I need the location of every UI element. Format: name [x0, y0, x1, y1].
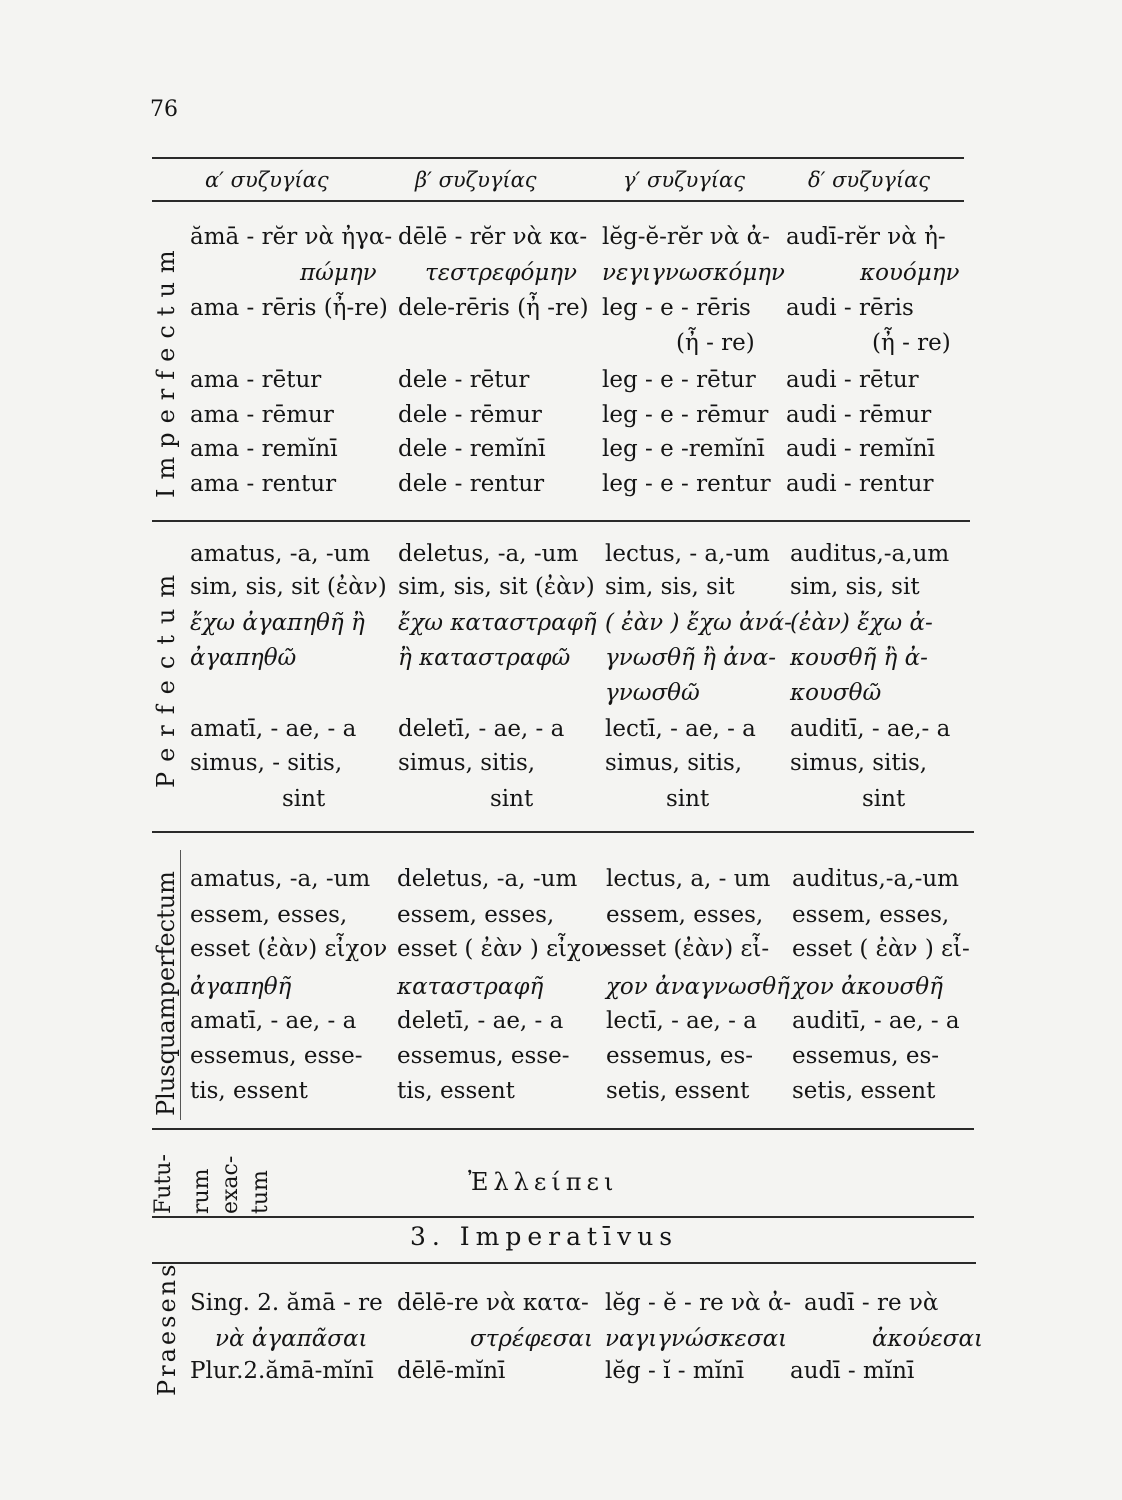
cell: ἢ καταστραφῶ — [398, 645, 571, 671]
rule-after-imperativus-title — [152, 1262, 976, 1264]
cell: amatī, - ae, - a — [190, 716, 357, 742]
cell: setis, essent — [606, 1078, 750, 1104]
cell: dele - rentur — [398, 471, 545, 497]
cell: esset (ἐὰν) εἶ- — [606, 936, 770, 962]
cell: leg - e - rēmur — [602, 402, 769, 428]
cell: χον ἀκουσθῆ — [792, 974, 943, 1000]
cell: amatus, -a, -um — [190, 541, 371, 567]
section-label-plusquamperfectum: Plusquamperfectum — [152, 871, 180, 1116]
cell: νὰ ἀγαπᾶσαι — [215, 1326, 368, 1352]
futurum-label-line-2: rum — [189, 1168, 214, 1214]
cell: sim, sis, sit — [605, 574, 735, 600]
cell: audī - re νὰ — [804, 1290, 939, 1316]
cell: ἀγαπηθῶ — [190, 645, 297, 671]
futurum-exactum-value: Ἐλλείπει — [468, 1168, 619, 1196]
cell: dele-rēris (ἦ -re) — [398, 295, 589, 321]
cell: lĕg - ĕ - re νὰ ἀ- — [605, 1290, 792, 1316]
cell: τεστρεφόμην — [425, 260, 578, 286]
section-label-perfectum: Perfectum — [152, 563, 180, 788]
cell: audi - rēris — [786, 295, 914, 321]
cell: sim, sis, sit — [790, 574, 920, 600]
cell: amatus, -a, -um — [190, 866, 371, 892]
cell: ama - rēmur — [190, 402, 334, 428]
cell: ămā - rĕr νὰ ἠγα- — [190, 224, 393, 250]
cell: auditus,-a,um — [790, 541, 950, 567]
cell: leg - e - rēris — [602, 295, 751, 321]
cell: χον ἀναγνωσθῆ — [606, 974, 790, 1000]
rule-top — [152, 157, 964, 159]
cell: (ἦ - re) — [676, 330, 755, 356]
cell: audī - mĭnī — [790, 1358, 915, 1384]
cell: audī-rĕr νὰ ἠ- — [786, 224, 946, 250]
cell: simus, sitis, — [398, 750, 536, 776]
cell: auditus,-a,-um — [792, 866, 959, 892]
header-col-4: δ′ συζυγίας — [808, 168, 931, 192]
cell: audi - rētur — [786, 367, 919, 393]
cell: simus, sitis, — [605, 750, 743, 776]
cell: essemus, es- — [792, 1043, 940, 1069]
cell: ( ἐὰν ) ἔχω ἀνά- — [605, 610, 792, 636]
rule-after-imperfectum — [152, 520, 970, 522]
cell: ἀγαπηθῆ — [190, 974, 292, 1000]
cell: στρέφεσαι — [470, 1326, 593, 1352]
rule-after-futurum — [152, 1216, 974, 1218]
cell: sint — [282, 786, 326, 812]
cell: lectī, - ae, - a — [605, 716, 756, 742]
cell: dēlē-re νὰ κατα- — [397, 1290, 589, 1316]
section-label-imperfectum: Imperfectum — [152, 241, 180, 498]
cell: deletī, - ae, - a — [397, 1008, 564, 1034]
header-col-1: α′ συζυγίας — [205, 168, 329, 192]
rule-after-perfectum — [152, 831, 974, 833]
cell: amatī, - ae, - a — [190, 1008, 357, 1034]
header-col-2: β′ συζυγίας — [415, 168, 537, 192]
cell: deletus, -a, -um — [397, 866, 578, 892]
cell: κουσθῆ ἢ ἀ- — [790, 645, 928, 671]
cell: audi - rēmur — [786, 402, 932, 428]
cell: dele - rēmur — [398, 402, 542, 428]
cell: audi - rentur — [786, 471, 934, 497]
cell: (ἦ - re) — [872, 330, 951, 356]
cell: ama - rentur — [190, 471, 337, 497]
cell: esset ( ἐὰν ) εἶχον — [397, 936, 609, 962]
cell: Sing. 2. ămā - re — [190, 1290, 383, 1316]
cell: essem, esses, — [397, 902, 555, 928]
futurum-label-line-1: Futu- — [151, 1154, 176, 1214]
cell: leg - e - rentur — [602, 471, 771, 497]
cell: tis, essent — [190, 1078, 308, 1104]
cell: tis, essent — [397, 1078, 515, 1104]
cell: ama - remĭnī — [190, 436, 338, 462]
cell: dele - remĭnī — [398, 436, 546, 462]
cell: essemus, esse- — [190, 1043, 363, 1069]
cell: essemus, esse- — [397, 1043, 570, 1069]
cell: essemus, es- — [606, 1043, 754, 1069]
cell: ναγιγνώσκεσαι — [605, 1326, 788, 1352]
cell: κουσθῶ — [790, 680, 882, 706]
cell: sim, sis, sit (ἐὰν) — [190, 574, 387, 600]
cell: ama - rēris (ἦ-re) — [190, 295, 388, 321]
cell: esset (ἐὰν) εἶχον — [190, 936, 388, 962]
cell: sint — [666, 786, 710, 812]
cell: γνωσθῶ — [605, 680, 700, 706]
cell: (ἐὰν) ἔχω ἀ- — [790, 610, 933, 636]
cell: καταστραφῆ — [397, 974, 544, 1000]
cell: νεγιγνωσκόμην — [602, 260, 785, 286]
cell: ἀκούεσαι — [872, 1326, 984, 1352]
section-label-praesens: Praesens — [153, 1261, 181, 1396]
cell: simus, - sitis, — [190, 750, 343, 776]
cell: auditī, - ae,- a — [790, 716, 951, 742]
cell: sint — [490, 786, 534, 812]
cell: κουόμην — [860, 260, 960, 286]
rule-after-plusquamperfectum — [152, 1128, 974, 1130]
page-number: 76 — [150, 97, 178, 122]
cell: essem, esses, — [792, 902, 950, 928]
cell: sint — [862, 786, 906, 812]
cell: lectus, - a,-um — [605, 541, 770, 567]
cell: dēlē-mĭnī — [397, 1358, 506, 1384]
cell: lectus, a, - um — [606, 866, 771, 892]
header-col-3: γ′ συζυγίας — [623, 168, 745, 192]
cell: esset ( ἐὰν ) εἶ- — [792, 936, 970, 962]
section-divider-vertical — [180, 850, 181, 1120]
futurum-label-line-3: exac- — [218, 1155, 243, 1214]
cell: essem, esses, — [606, 902, 764, 928]
cell: leg - e -remĭnī — [602, 436, 765, 462]
cell: Plur.2.ămā-mĭnī — [190, 1358, 374, 1384]
section-title-imperativus: 3. Imperatīvus — [410, 1222, 679, 1251]
futurum-label-line-4: tum — [248, 1170, 273, 1214]
cell: lectī, - ae, - a — [606, 1008, 757, 1034]
cell: ἔχω καταστραφῆ — [398, 610, 597, 636]
cell: deletus, -a, -um — [398, 541, 579, 567]
cell: audi - remĭnī — [786, 436, 935, 462]
rule-header-bottom — [152, 200, 964, 202]
cell: dele - rētur — [398, 367, 530, 393]
cell: lĕg-ĕ-rĕr νὰ ἀ- — [602, 224, 770, 250]
cell: auditī, - ae, - a — [792, 1008, 960, 1034]
cell: ama - rētur — [190, 367, 322, 393]
cell: deletī, - ae, - a — [398, 716, 565, 742]
cell: ἔχω ἀγαπηθῆ ἢ — [190, 610, 365, 636]
cell: γνωσθῆ ἢ ἀνα- — [605, 645, 777, 671]
cell: simus, sitis, — [790, 750, 928, 776]
cell: leg - e - rētur — [602, 367, 756, 393]
cell: sim, sis, sit (ἐὰν) — [398, 574, 595, 600]
cell: lĕg - ĭ - mĭnī — [605, 1358, 745, 1384]
cell: setis, essent — [792, 1078, 936, 1104]
cell: essem, esses, — [190, 902, 348, 928]
cell: dēlē - rĕr νὰ κα- — [398, 224, 588, 250]
cell: πώμην — [300, 260, 377, 286]
